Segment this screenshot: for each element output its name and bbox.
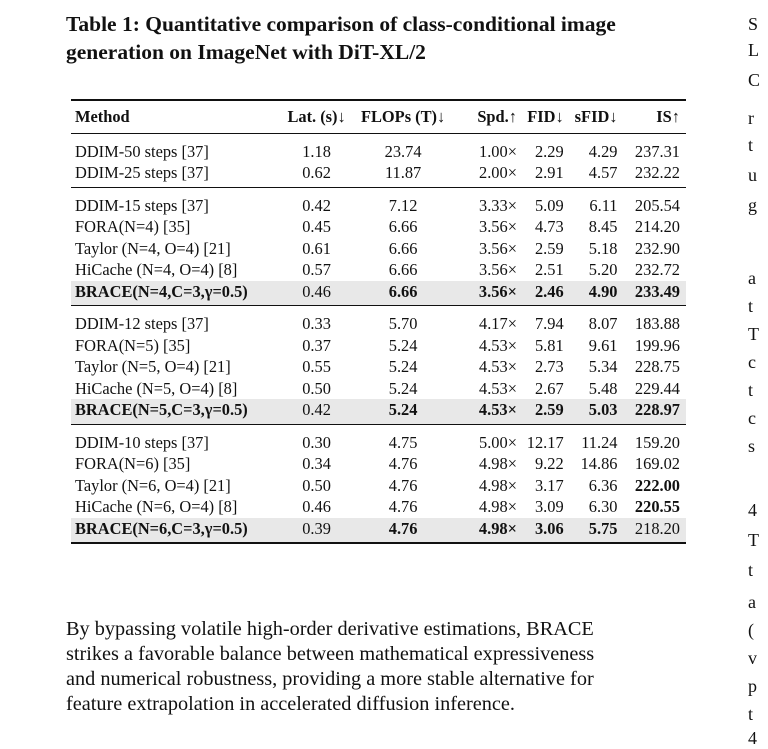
cell-flops: 4.76 <box>388 497 418 516</box>
cell-fid: 4.73 <box>534 217 564 236</box>
cutoff-glyph: 4 <box>748 500 757 520</box>
cell-speedup: 3.56× <box>479 260 517 279</box>
cell-flops: 6.66 <box>388 260 418 279</box>
cell-speedup: 2.00× <box>479 163 517 182</box>
cell-speedup: 4.17× <box>479 314 517 333</box>
cell-latency: 0.39 <box>282 518 352 544</box>
adjacent-column-cutoff <box>748 0 768 748</box>
cutoff-glyph: s <box>748 436 756 456</box>
cell-speedup: 3.33× <box>479 195 517 215</box>
cell-flops: 4.76 <box>388 475 418 495</box>
body-line: feature extrapolation in accelerated diffusion inference. <box>66 693 515 715</box>
cell-latency: 0.45 <box>302 217 331 236</box>
cutoff-glyph: c <box>748 352 756 372</box>
cell-method: BRACE(N=4,C=3,γ=0.5) <box>71 281 282 306</box>
cell-latency: 0.62 <box>302 163 331 182</box>
cell-is: 232.22 <box>634 163 680 182</box>
cell-sfid: 5.03 <box>570 399 621 424</box>
cell-fid: 3.09 <box>534 497 564 516</box>
cell-speedup: 4.53× <box>479 378 517 398</box>
cell-fid: 3.06 <box>519 518 570 544</box>
cell-sfid: 4.90 <box>570 281 621 306</box>
cell-sfid: 11.24 <box>581 432 618 452</box>
cell-flops: 6.66 <box>388 217 418 236</box>
cell-fid: 12.17 <box>526 432 564 452</box>
cell-speedup: 4.53× <box>479 335 517 355</box>
cutoff-glyph: T <box>748 530 759 550</box>
results-table <box>71 99 686 544</box>
cell-fid: 2.59 <box>519 399 570 424</box>
header-speedup: Spd.↑ <box>477 107 517 126</box>
cell-method: DDIM-15 steps [37] <box>75 195 209 215</box>
table-row <box>71 356 686 378</box>
cutoff-glyph: v <box>748 648 757 668</box>
table-row <box>71 306 686 335</box>
cell-sfid: 5.48 <box>588 378 618 398</box>
body-line: By bypassing volatile high-order derivative estimations, BRACE <box>66 618 594 640</box>
cell-flops: 7.12 <box>388 195 418 215</box>
cutoff-glyph: t <box>748 560 754 580</box>
cell-sfid: 5.18 <box>588 238 618 258</box>
cutoff-glyph: L <box>748 40 759 60</box>
cell-latency: 0.37 <box>302 335 331 355</box>
cell-is: 159.20 <box>634 432 680 452</box>
cutoff-glyph: a <box>748 268 756 288</box>
cell-sfid: 9.61 <box>588 335 618 355</box>
header-is: IS↑ <box>656 107 680 126</box>
cell-method: DDIM-12 steps [37] <box>75 314 209 333</box>
table-row <box>71 475 686 497</box>
cell-is: 222.00 <box>634 475 680 495</box>
table-row <box>71 162 686 187</box>
cell-fid: 2.29 <box>534 141 564 161</box>
cell-method: DDIM-10 steps [37] <box>75 432 209 452</box>
cell-latency: 0.33 <box>302 314 331 333</box>
table-row-highlighted <box>71 399 686 424</box>
cell-sfid: 6.30 <box>588 497 618 516</box>
cell-method: HiCache (N=4, O=4) [8] <box>75 260 238 279</box>
cell-is: 199.96 <box>634 335 680 355</box>
cutoff-glyph: t <box>748 380 754 400</box>
cell-flops: 5.24 <box>388 378 418 398</box>
cell-speedup: 3.56× <box>453 281 519 306</box>
header-sfid: sFID↓ <box>574 107 618 126</box>
cell-latency: 0.46 <box>302 497 331 516</box>
cutoff-glyph: T <box>748 324 759 344</box>
cell-latency: 0.42 <box>302 195 331 215</box>
cutoff-glyph: t <box>748 296 754 316</box>
cell-method: DDIM-25 steps [37] <box>75 163 209 182</box>
cell-is: 237.31 <box>634 141 680 161</box>
body-line: strikes a favorable balance between mathematical expressiveness <box>66 643 595 665</box>
cell-fid: 2.73 <box>534 357 564 376</box>
table-row <box>71 216 686 238</box>
cell-speedup: 1.00× <box>479 141 517 161</box>
cell-is: 232.90 <box>634 238 680 258</box>
cell-fid: 2.59 <box>534 238 564 258</box>
cell-method: FORA(N=5) [35] <box>75 335 191 355</box>
cell-sfid: 5.75 <box>570 518 621 544</box>
cell-method: FORA(N=6) [35] <box>75 454 191 473</box>
cell-is: 228.97 <box>620 399 686 424</box>
cell-is: 233.49 <box>620 281 686 306</box>
cell-speedup: 4.98× <box>453 518 519 544</box>
cell-speedup: 3.56× <box>479 238 517 258</box>
cutoff-glyph: p <box>748 676 757 696</box>
cell-latency: 0.42 <box>282 399 352 424</box>
cell-method: HiCache (N=6, O=4) [8] <box>75 497 238 516</box>
cell-speedup: 5.00× <box>479 432 517 452</box>
cell-is: 169.02 <box>634 454 680 473</box>
cell-latency: 0.55 <box>302 357 331 376</box>
cell-method: Taylor (N=4, O=4) [21] <box>75 238 231 258</box>
cell-fid: 5.81 <box>534 335 564 355</box>
cell-fid: 2.67 <box>534 378 564 398</box>
cell-sfid: 8.45 <box>588 217 618 236</box>
cell-flops: 5.24 <box>388 335 418 355</box>
cell-flops: 11.87 <box>384 163 422 182</box>
table-row <box>71 133 686 162</box>
cell-flops: 4.76 <box>388 454 418 473</box>
table-row <box>71 424 686 453</box>
cell-is: 214.20 <box>634 217 680 236</box>
cell-speedup: 3.56× <box>479 217 517 236</box>
cell-flops: 5.24 <box>388 357 418 376</box>
cell-fid: 3.17 <box>534 475 564 495</box>
cell-flops: 6.66 <box>388 238 418 258</box>
cell-latency: 1.18 <box>302 141 331 161</box>
cell-sfid: 4.57 <box>588 163 618 182</box>
table-row-highlighted <box>71 281 686 306</box>
cell-flops: 23.74 <box>384 141 422 161</box>
body-line: and numerical robustness, providing a more stable alternative for <box>66 668 594 690</box>
cell-is: 220.55 <box>634 497 680 516</box>
cell-flops: 4.76 <box>351 518 452 544</box>
cell-latency: 0.50 <box>302 378 331 398</box>
cell-speedup: 4.53× <box>479 357 517 376</box>
cutoff-glyph: S <box>748 14 759 34</box>
cell-flops: 4.75 <box>388 432 418 452</box>
cell-method: Taylor (N=5, O=4) [21] <box>75 357 231 376</box>
table-row <box>71 496 686 518</box>
cell-method: BRACE(N=6,C=3,γ=0.5) <box>71 518 282 544</box>
cutoff-glyph: C <box>748 70 761 90</box>
table-row <box>71 187 686 216</box>
cell-is: 183.88 <box>634 314 680 333</box>
cutoff-glyph: u <box>748 165 757 185</box>
cell-latency: 0.30 <box>302 432 331 452</box>
cell-method: BRACE(N=5,C=3,γ=0.5) <box>71 399 282 424</box>
cell-sfid: 6.11 <box>589 195 618 215</box>
cutoff-glyph: 4 <box>748 728 757 748</box>
cell-is: 229.44 <box>634 378 680 398</box>
cell-fid: 7.94 <box>534 314 564 333</box>
table-caption: Table 1: Quantitative comparison of class-conditional image generation on ImageNet with DiT-XL/2 <box>66 12 616 64</box>
cell-fid: 2.46 <box>519 281 570 306</box>
cell-is: 218.20 <box>620 518 686 544</box>
cell-sfid: 4.29 <box>588 141 618 161</box>
cutoff-glyph: t <box>748 135 754 155</box>
cell-speedup: 4.53× <box>453 399 519 424</box>
cell-sfid: 14.86 <box>580 454 618 473</box>
cell-latency: 0.50 <box>302 475 331 495</box>
cell-fid: 2.91 <box>534 163 564 182</box>
table-row <box>71 259 686 281</box>
cell-sfid: 6.36 <box>588 475 618 495</box>
cell-fid: 9.22 <box>534 454 564 473</box>
header-flops: FLOPs (T)↓ <box>360 107 446 126</box>
cell-flops: 5.24 <box>351 399 452 424</box>
cell-is: 232.72 <box>634 260 680 279</box>
cell-sfid: 5.20 <box>588 260 618 279</box>
cell-method: DDIM-50 steps [37] <box>75 141 209 161</box>
cell-flops: 6.66 <box>351 281 452 306</box>
header-method: Method <box>75 107 130 126</box>
table-row <box>71 238 686 260</box>
cell-method: Taylor (N=6, O=4) [21] <box>75 475 231 495</box>
table-row <box>71 453 686 475</box>
header-fid: FID↓ <box>527 107 564 126</box>
cell-method: FORA(N=4) [35] <box>75 217 191 236</box>
header-latency: Lat. (s)↓ <box>287 107 346 126</box>
cell-method: HiCache (N=5, O=4) [8] <box>75 378 238 398</box>
table-row-highlighted <box>71 518 686 544</box>
cell-latency: 0.46 <box>282 281 352 306</box>
cell-sfid: 8.07 <box>588 314 618 333</box>
table-row <box>71 378 686 400</box>
table-header-row <box>71 100 686 133</box>
cutoff-glyph: a <box>748 592 756 612</box>
cell-speedup: 4.98× <box>479 475 517 495</box>
body-paragraph <box>66 617 694 717</box>
table-row <box>71 335 686 357</box>
cell-flops: 5.70 <box>388 314 418 333</box>
cell-latency: 0.61 <box>302 238 331 258</box>
cell-speedup: 4.98× <box>479 454 517 473</box>
cell-speedup: 4.98× <box>479 497 517 516</box>
cutoff-glyph: c <box>748 408 756 428</box>
cutoff-glyph: ( <box>748 620 754 640</box>
results-table-container <box>71 99 686 544</box>
cutoff-glyph: r <box>748 108 754 128</box>
cell-sfid: 5.34 <box>588 357 618 376</box>
cell-fid: 2.51 <box>534 260 564 279</box>
cell-latency: 0.34 <box>302 454 331 473</box>
cell-latency: 0.57 <box>302 260 331 279</box>
cell-fid: 5.09 <box>534 195 564 215</box>
cell-is: 205.54 <box>634 195 680 215</box>
cutoff-glyph: g <box>748 195 757 215</box>
cell-is: 228.75 <box>634 357 680 376</box>
cutoff-glyph: t <box>748 704 754 724</box>
